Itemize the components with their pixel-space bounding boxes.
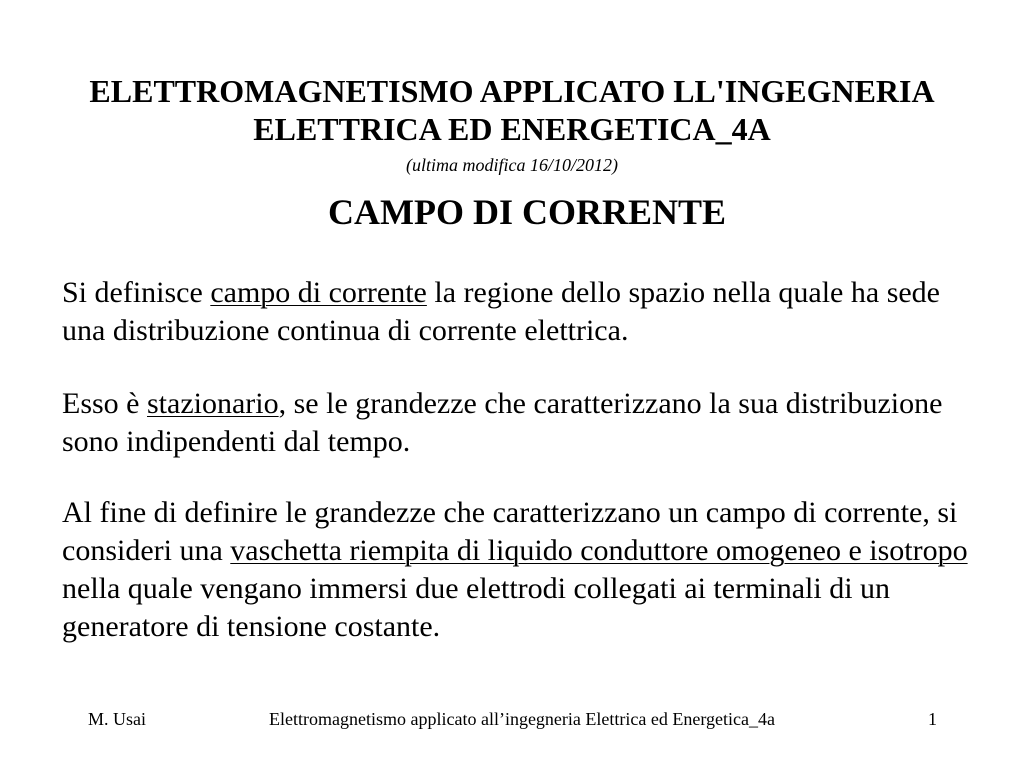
slide-title: [40, 72, 984, 148]
slide-title-line1: ELETTROMAGNETISMO APPLICATO LL'INGEGNERIA: [89, 73, 935, 109]
page-number: 1: [928, 709, 937, 729]
section-heading: CAMPO DI CORRENTE: [327, 192, 726, 232]
paragraph-text: Si definisce: [62, 276, 211, 309]
footer-course-title: Elettromagnetismo applicato all’ingegneria Elettrica ed Energetica_4a: [269, 709, 775, 729]
footer-author: M. Usai: [88, 709, 146, 729]
paragraph-text: , se le grandezze che caratterizzano la sua distribuzione sono indipendenti dal tempo.: [62, 387, 943, 458]
paragraph-setup: [62, 494, 982, 646]
last-modified-note: (ultima modifica 16/10/2012): [406, 155, 618, 175]
underlined-term: vaschetta riempita di liquido conduttore omogeneo e isotropo: [230, 534, 968, 567]
slide-title-line2: ELETTRICA ED ENERGETICA_4A: [253, 111, 771, 147]
paragraph-text: nella quale vengano immersi due elettrodi collegati ai terminali di un generatore di tensione costante.: [62, 572, 891, 643]
paragraph-text: Esso è: [62, 387, 147, 420]
paragraph-text: Al fine di definire le grandezze che caratterizzano un campo di corrente, si consideri una: [62, 496, 958, 567]
paragraph-stationary: [62, 385, 982, 461]
underlined-term: campo di corrente: [210, 276, 427, 309]
paragraph-definition: [62, 274, 982, 350]
underlined-term: stazionario: [147, 387, 279, 420]
paragraph-text: la regione dello spazio nella quale ha sede una distribuzione continua di corrente elettrica.: [62, 276, 940, 347]
